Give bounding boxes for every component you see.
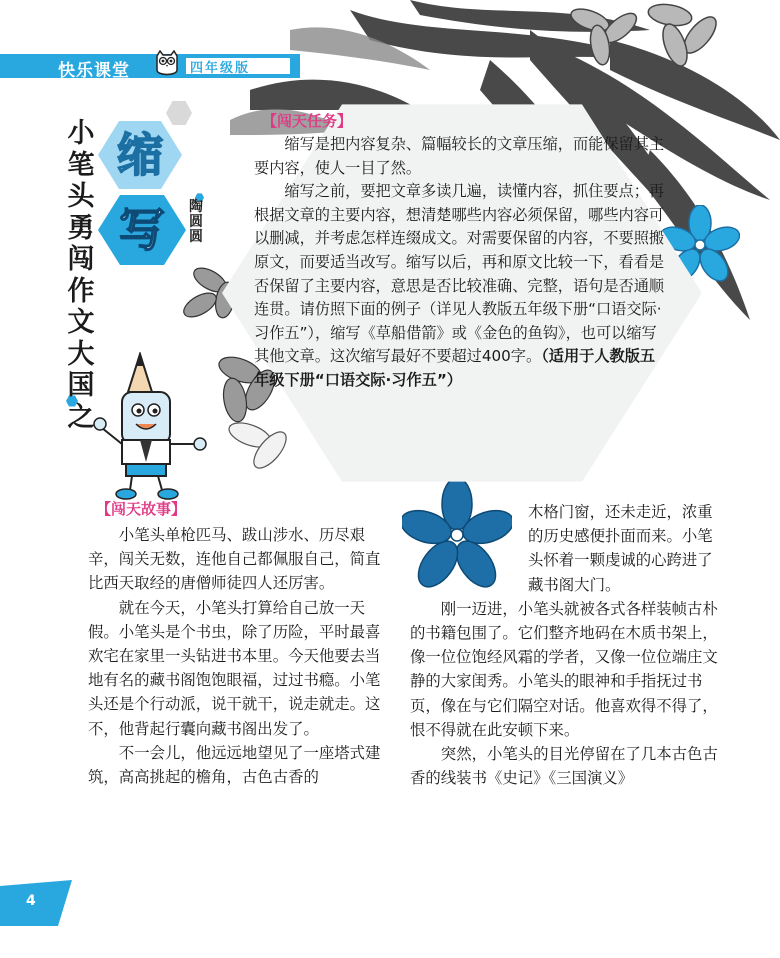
author-char: 圆 (189, 214, 203, 230)
story-paragraph: 不一会儿，他远远地望见了一座塔式建筑，高高挑起的檐角，古色古香的 (88, 743, 381, 787)
owl-icon (154, 50, 180, 78)
title-char: 小 (67, 118, 95, 149)
task-paragraph: 缩写是把内容复杂、篇幅较长的文章压缩，而能保留其主要内容，使人一目了然。 (254, 135, 665, 177)
author-char: 圆 (189, 229, 203, 245)
story-right-column (410, 500, 718, 790)
story-paragraph: 就在今天，小笔头打算给自己放一天假。小笔头是个书虫，除了历险，平时最喜欢宅在家里一头钻进书本里。今天他要去当地有名的藏书阁饱饱眼福，过过书瘾。小笔头还是个行动派，说干就干，说走就走。这不，他背起行囊向藏书阁出发了。 (88, 598, 381, 738)
title-char: 笔 (67, 149, 95, 181)
pencil-mascot-illustration (88, 352, 218, 502)
page-number-tab (0, 880, 72, 926)
story-paragraph: 突然，小笔头的目光停留在了几本古色古香的线装书《史记》《三国演义》 (410, 745, 718, 788)
story-left-column (88, 523, 388, 789)
title-char: 大 (67, 338, 95, 370)
topic-char-1: 缩 (117, 128, 163, 182)
task-paragraph-text: 缩写之前，要把文章多读几遍，读懂内容，抓住要点；再根据文章的主要内容，想清楚哪些内容必须保留，哪些内容可以删减，并考虑怎样连缀成文。对需要保留的内容，不要照搬原文，而要适当改写。缩写以后，再和原文比较一下，看看是否保留了主要内容，意思是否比较准确、完整，语句是否通顺连贯。请仿照下面的例子（详见人教版五年级下册“口语交际·习作五”），缩写《草船借箭》或《金色的鱼钩》，也可以缩写其他文章。这次缩写最好不要超过400字。 (254, 182, 665, 366)
title-char: 作 (67, 275, 95, 307)
story-paragraph: 刚一迈进，小笔头就被各式各样装帧古朴的书籍包围了。它们整齐地码在木质书架上，像一位位饱经风霜的学者，又像一位位端庄文静的大家闺秀。小笔头的眼神和手指抚过书页，像在与它们隔空对话。他喜欢得不得了，恨不得就在此安顿下来。 (410, 599, 718, 739)
title-char: 之 (67, 401, 95, 433)
story-continuation: 木格门窗，还未走近，浓重的历史感便扑面而来。小笔头怀着一颗虔诚的心跨进了藏书阁大门。 (528, 503, 713, 594)
title-char: 国 (67, 370, 95, 401)
title-char: 文 (67, 307, 95, 338)
task-heading: 【闯天任务】 (262, 112, 353, 130)
story-paragraph: 小笔头单枪匹马、跋山涉水、历尽艰辛，闯关无数，连他自己都佩服自己，简直比西天取经的唐僧师徒四人还厉害。 (88, 526, 381, 593)
header-sub-label: 四年级版 (190, 61, 251, 76)
task-note: （适用于人教版五年级下册“口语交际·习作五”） (254, 347, 656, 389)
title-char: 闯 (67, 244, 95, 275)
page-number: 4 (26, 893, 36, 909)
task-body (254, 133, 668, 393)
story-heading: 【闯天故事】 (96, 500, 187, 518)
author-name (186, 200, 206, 245)
column-name: 快乐课堂 (58, 61, 130, 81)
flower-wrap-space (410, 500, 528, 596)
column-header (0, 48, 300, 82)
topic-char-2: 写 (119, 203, 165, 257)
task-paragraph (254, 180, 668, 392)
author-char: 陶 (189, 199, 203, 215)
hex-decoration-small (166, 100, 192, 126)
title-char: 头 (67, 181, 95, 212)
title-char: 勇 (67, 212, 95, 244)
